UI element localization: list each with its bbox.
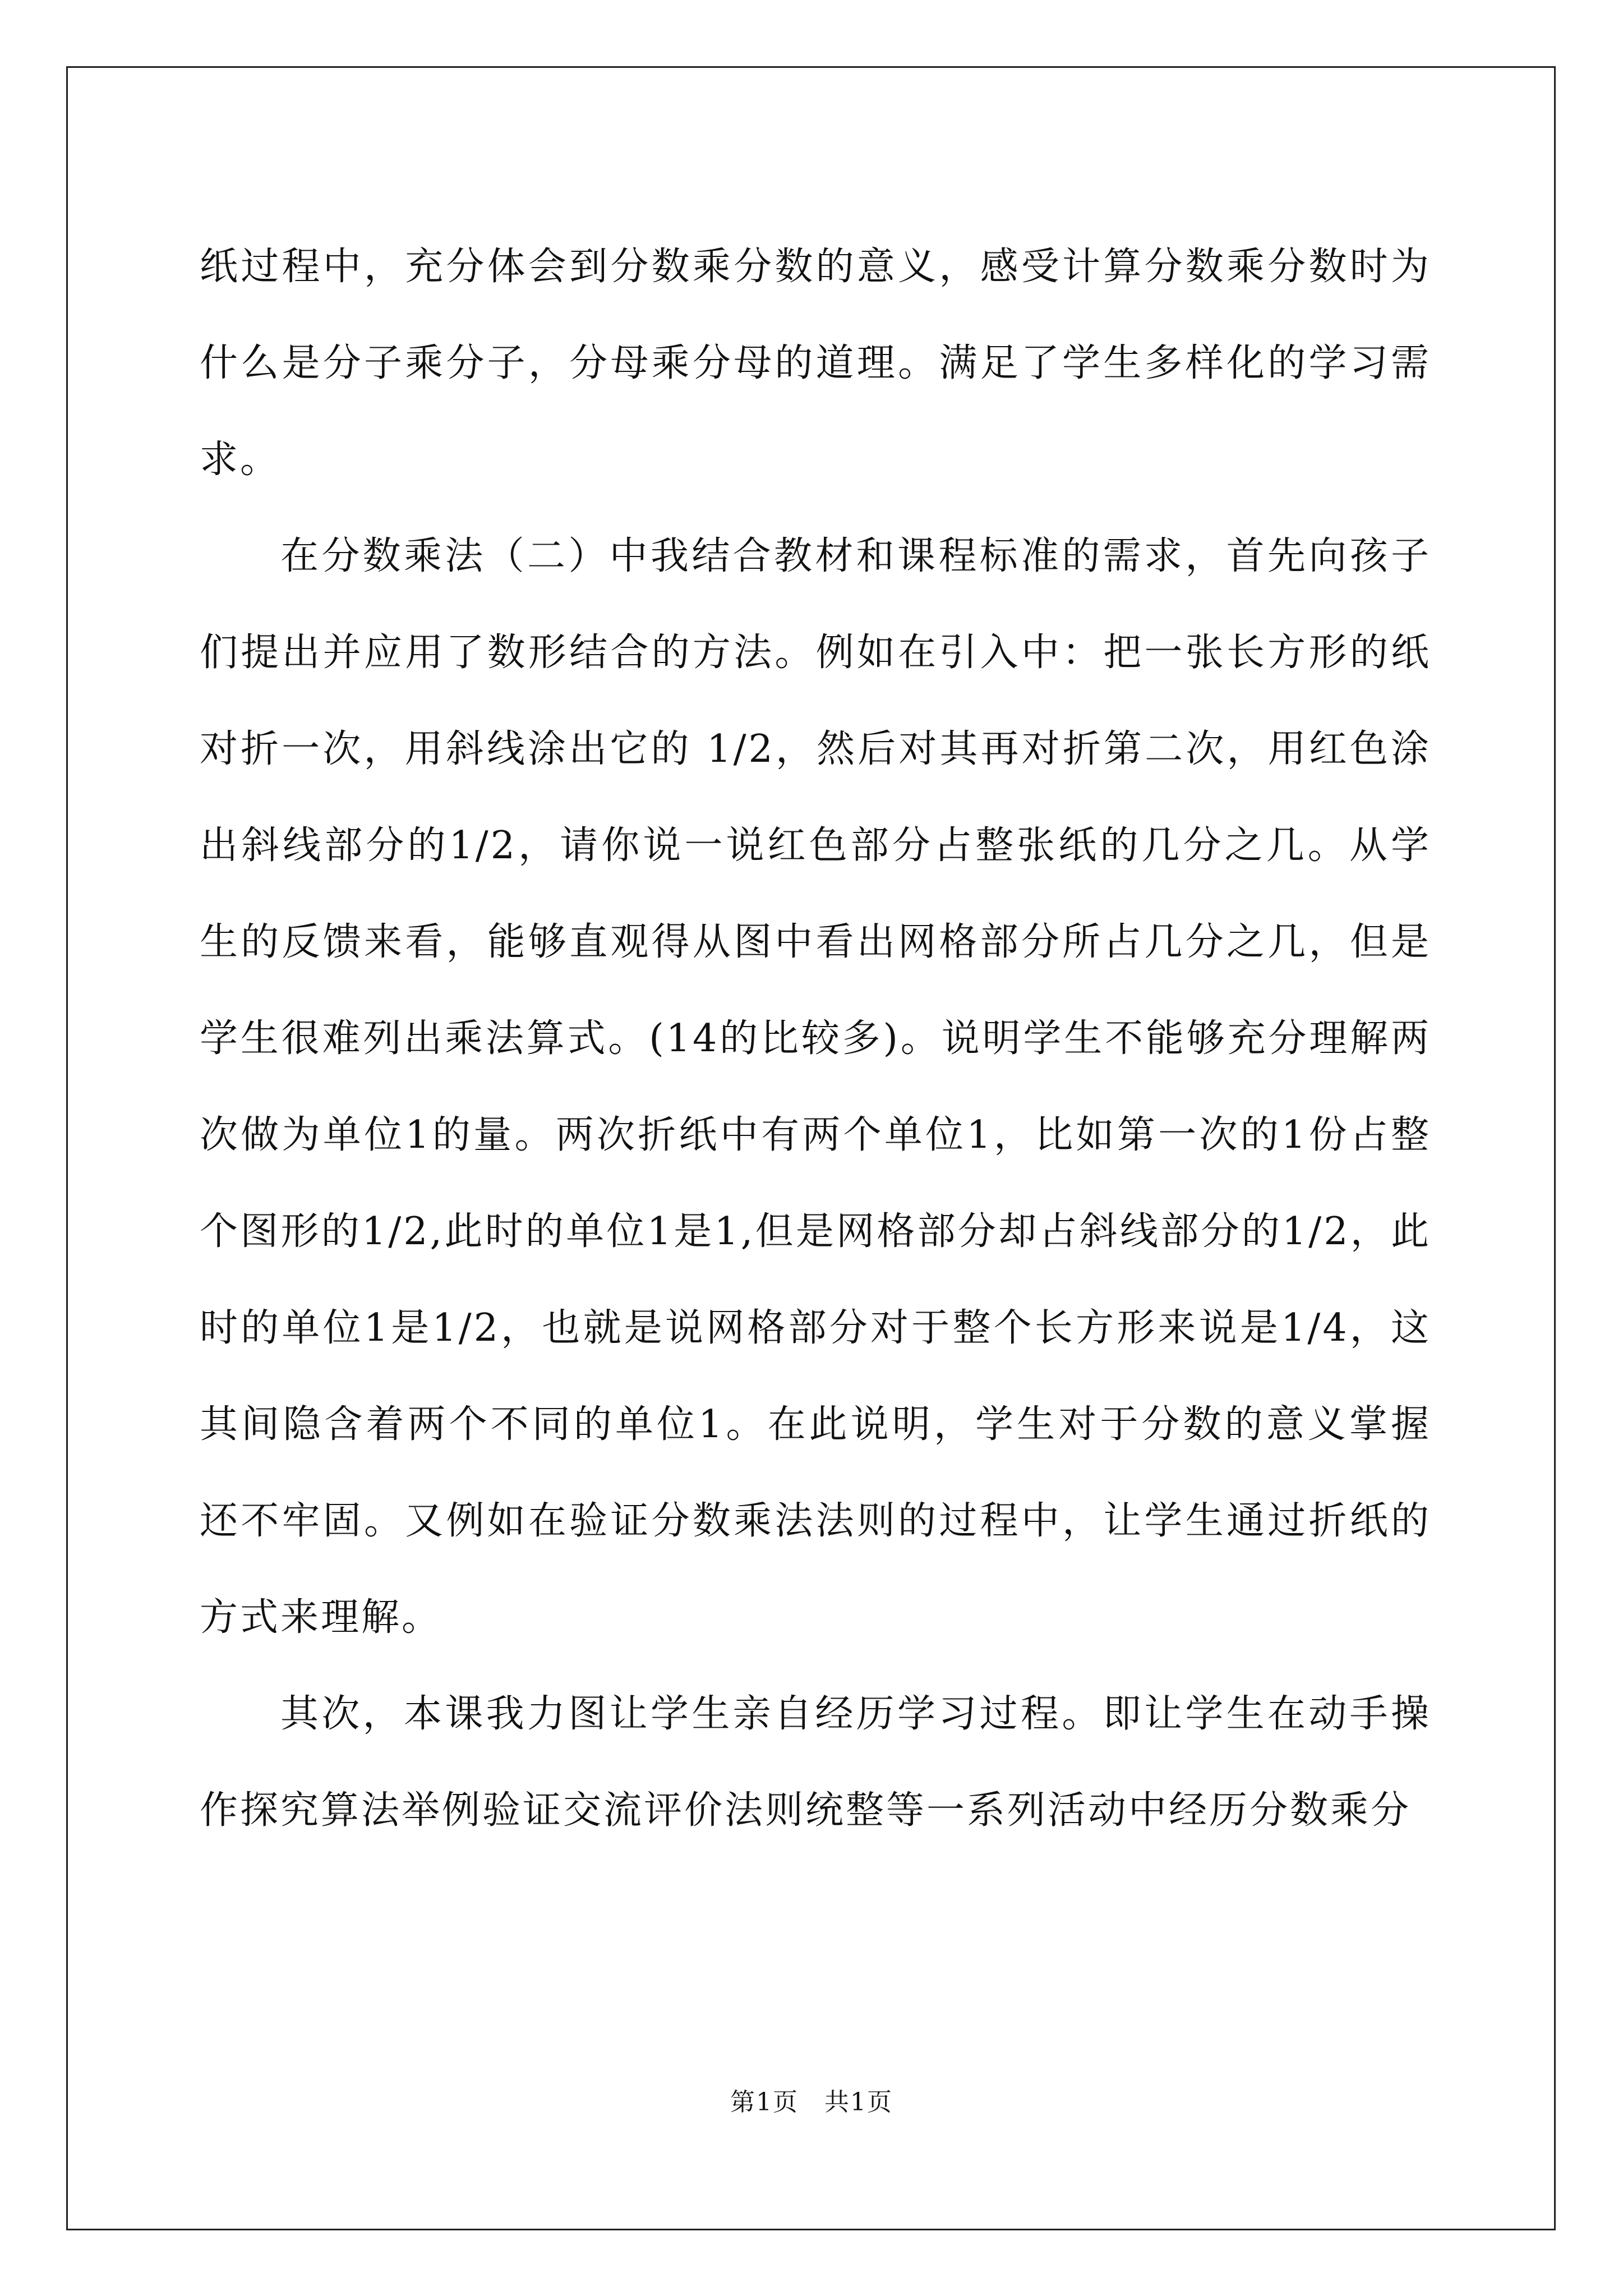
paragraph-2: 在分数乘法（二）中我结合教材和课程标准的需求，首先向孩子们提出并应用了数形结合的方法。例如在引入中：把一张长方形的纸对折一次，用斜线涂出它的 1/2，然后对其再对折第二次，用红色涂出斜线部分的1/2，请你说一说红色部分占整张纸的几分之几。从学生的反馈来看，能够直观得从图中看出网格部分所占几分之几，但是学生很难列出乘法算式。(14的比较多)。说明学生不能够充分理解两次做为单位1的量。两次折纸中有两个单位1，比如第一次的1份占整个图形的1/2,此时的单位1是1,但是网格部分却占斜线部分的1/2，此时的单位1是1/2，也就是说网格部分对于整个长方形来说是1/4，这其间隐含着两个不同的单位1。在此说明，学生对于分数的意义掌握还不牢固。又例如在验证分数乘法法则的过程中，让学生通过折纸的方式来理解。 — [200, 534, 1431, 1640]
page-footer: 第1页 共1页 — [730, 2088, 893, 2116]
paragraph-3: 其次，本课我力图让学生亲自经历学习过程。即让学生在动手操作探究算法举例验证交流评价法则统整等一系列活动中经历分数乘分 — [200, 1692, 1431, 1833]
document-body — [200, 219, 1431, 1859]
paragraph-1: 纸过程中，充分体会到分数乘分数的意义，感受计算分数乘分数时为什么是分子乘分子，分母乘分母的道理。满足了学生多样化的学习需求。 — [200, 245, 1431, 482]
